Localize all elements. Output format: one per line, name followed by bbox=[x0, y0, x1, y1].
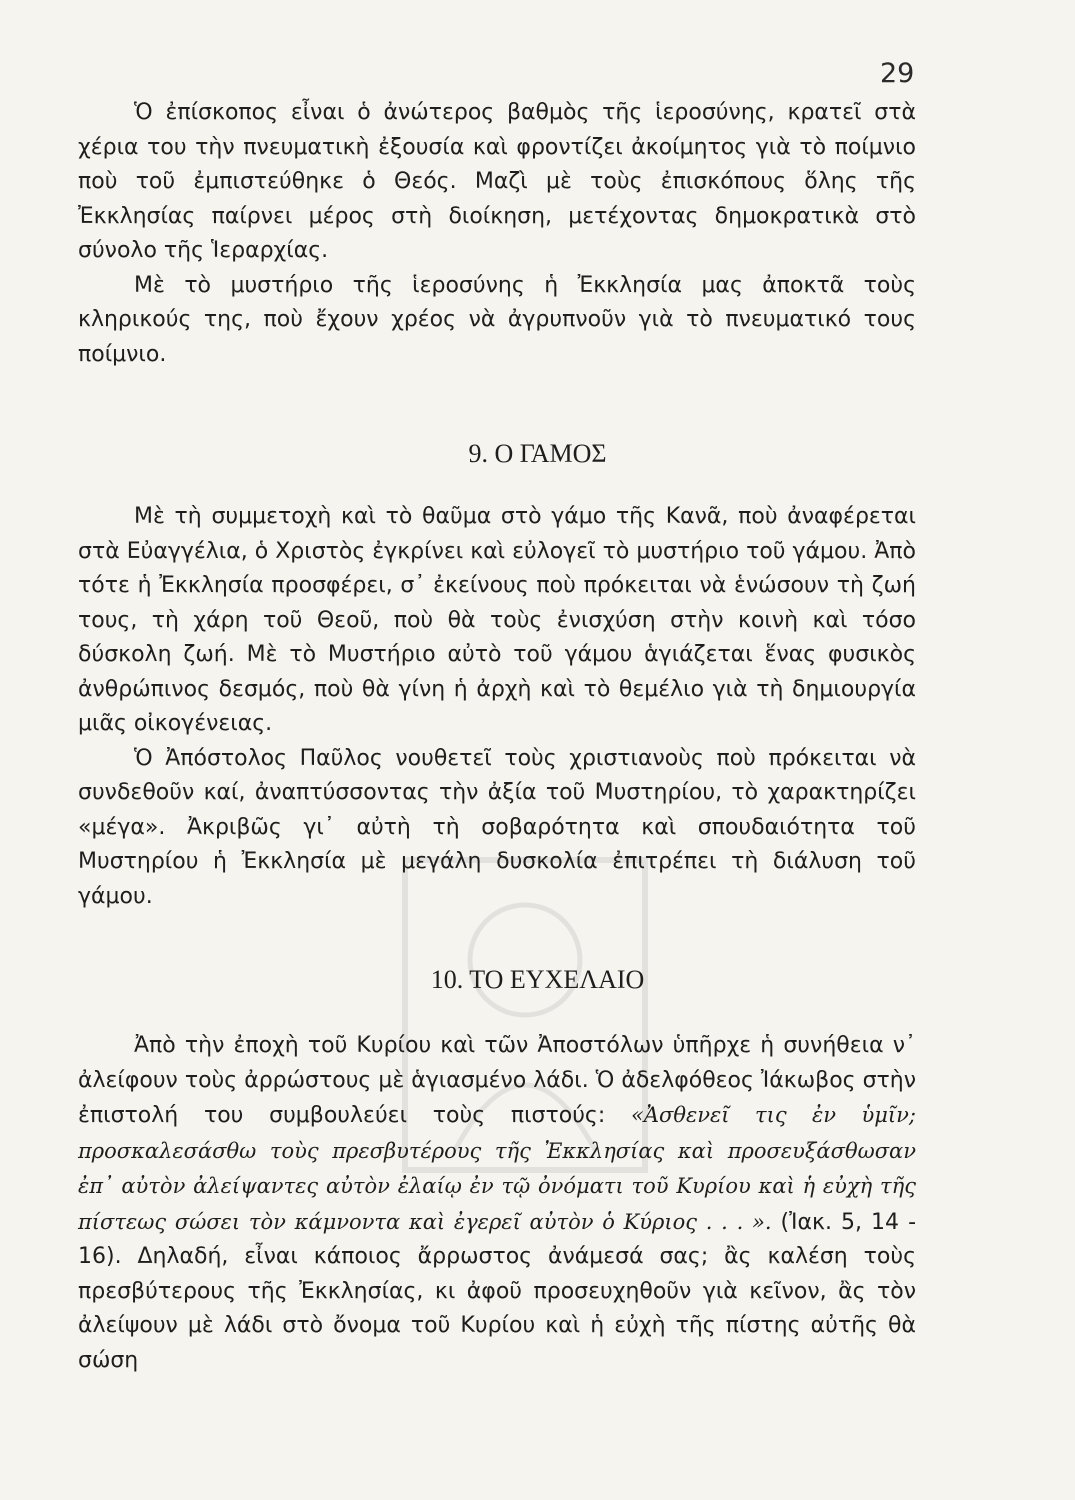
unction-text bbox=[78, 1029, 916, 1378]
marriage-text bbox=[78, 500, 916, 914]
section-heading-marriage: 9. Ο ΓΑΜΟΣ bbox=[468, 439, 607, 468]
paragraph-bishop: Ὁ ἐπίσκοπος εἶναι ὁ ἀνώτερος βαθμὸς τῆς ἱεροσύνης, κρατεῖ στὰ χέρια του τὴν πνευματικὴ ἐξουσία καὶ φροντίζει ἀκοίμητος γιὰ τὸ ποίμνιο ποὺ τοῦ ἐμπιστεύθηκε ὁ Θεός. Μαζὶ μὲ τοὺς ἐπισκόπους ὅλης τῆς Ἐκκλησίας παίρνει μέρος στὴ διοίκηση, μετέχοντας δημοκρατικὰ στὸ σύνολο τῆς Ἱεραρχίας. bbox=[78, 100, 916, 263]
unction-text-end: (Ἰακ. 5, 14 - 16). Δηλαδή, εἶναι κάποιος ἄρρωστος ἀνάμεσά σας; ἂς καλέση τοὺς πρεσβύτερους τῆς Ἐκκλησίας, κι ἀφοῦ προσευχηθοῦν γιὰ κεῖνον, ἂς τὸν ἀλείψουν μὲ λάδι στὸ ὄνομα τοῦ Κυρίου καὶ ἡ εὐχὴ τῆς πίστης αὐτῆς θὰ σώση bbox=[78, 1209, 917, 1373]
paragraph-marriage-2: Ὁ Ἀπόστολος Παῦλος νουθετεῖ τοὺς χριστιανοὺς ποὺ πρόκειται νὰ συνδεθοῦν καί, ἀναπτύσσοντας τὴν ἀξία τοῦ Μυστηρίου, τὸ χαρακτηρίζει «μέγα». Ἀκριβῶς γι᾽ αὐτὴ τὴ σοβαρότητα καὶ σπουδαιότητα τοῦ Μυστηρίου ἡ Ἐκκλησία μὲ μεγάλη δυσκολία ἐπιτρέπει τὴ διάλυση τοῦ γάμου. bbox=[78, 745, 916, 909]
section-heading-unction: 10. ΤΟ ΕΥΧΕΛΑΙΟ bbox=[430, 965, 645, 994]
page-number: 29 bbox=[880, 58, 915, 89]
paragraph-marriage-1: Μὲ τὴ συμμετοχὴ καὶ τὸ θαῦμα στὸ γάμο τῆς Κανᾶ, ποὺ ἀναφέρεται στὰ Εὐαγγέλια, ὁ Χριστὸς ἐγκρίνει καὶ εὐλογεῖ τὸ μυστήριο τοῦ γάμου. Ἀπὸ τότε ἡ Ἐκκλησία προσφέρει, σ᾽ ἐκείνους ποὺ πρόκειται νὰ ἑνώσουν τὴ ζωή τους, τὴ χάρη τοῦ Θεοῦ, ποὺ θὰ τοὺς ἐνισχύση στὴν κοινὴ καὶ τόσο δύσκολη ζωή. Μὲ τὸ Μυστήριο αὐτὸ τοῦ γάμου ἁγιάζεται ἕνας φυσικὸς ἀνθρώπινος δεσμός, ποὺ θὰ γίνη ἡ ἀρχὴ καὶ τὸ θεμέλιο γιὰ τὴ δημιουργία μιᾶς οἰκογένειας. bbox=[78, 504, 916, 736]
unction-text-start: Ἀπὸ τὴν ἐποχὴ τοῦ Κυρίου καὶ τῶν Ἀποστόλων ὑπῆρχε ἡ συνήθεια ν᾽ ἀλείφουν τοὺς ἀρρώστους μὲ ἁγιασμένο λάδι. Ὁ ἀδελφόθεος Ἰάκωβος στὴν ἐπιστολή του συμβουλεύει τοὺς πιστούς: bbox=[78, 1033, 916, 1128]
scripture-quote: «Ἀσθενεῖ τις ἐν ὑμῖν; προσκαλεσάσθω τοὺς πρεσβυτέρους τῆς Ἐκκλησίας καὶ προσευξάσθωσαν ἐπ᾽ αὐτὸν ἀλείψαντες αὐτὸν ἐλαίῳ ἐν τῷ ὀνόματι τοῦ Κυρίου καὶ ἡ εὐχὴ τῆς πίστεως σώσει τὸν κάμνοντα καὶ ἐγερεῖ αὐτὸν ὁ Κύριος . . . ». bbox=[78, 1103, 916, 1234]
intro-text bbox=[78, 96, 916, 372]
paragraph-unction bbox=[78, 1029, 916, 1378]
paragraph-priesthood: Μὲ τὸ μυστήριο τῆς ἱεροσύνης ἡ Ἐκκλησία μας ἀποκτᾶ τοὺς κληρικούς της, ποὺ ἔχουν χρέος νὰ ἀγρυπνοῦν γιὰ τὸ πνευματικό τους ποίμνιο. bbox=[78, 272, 916, 367]
